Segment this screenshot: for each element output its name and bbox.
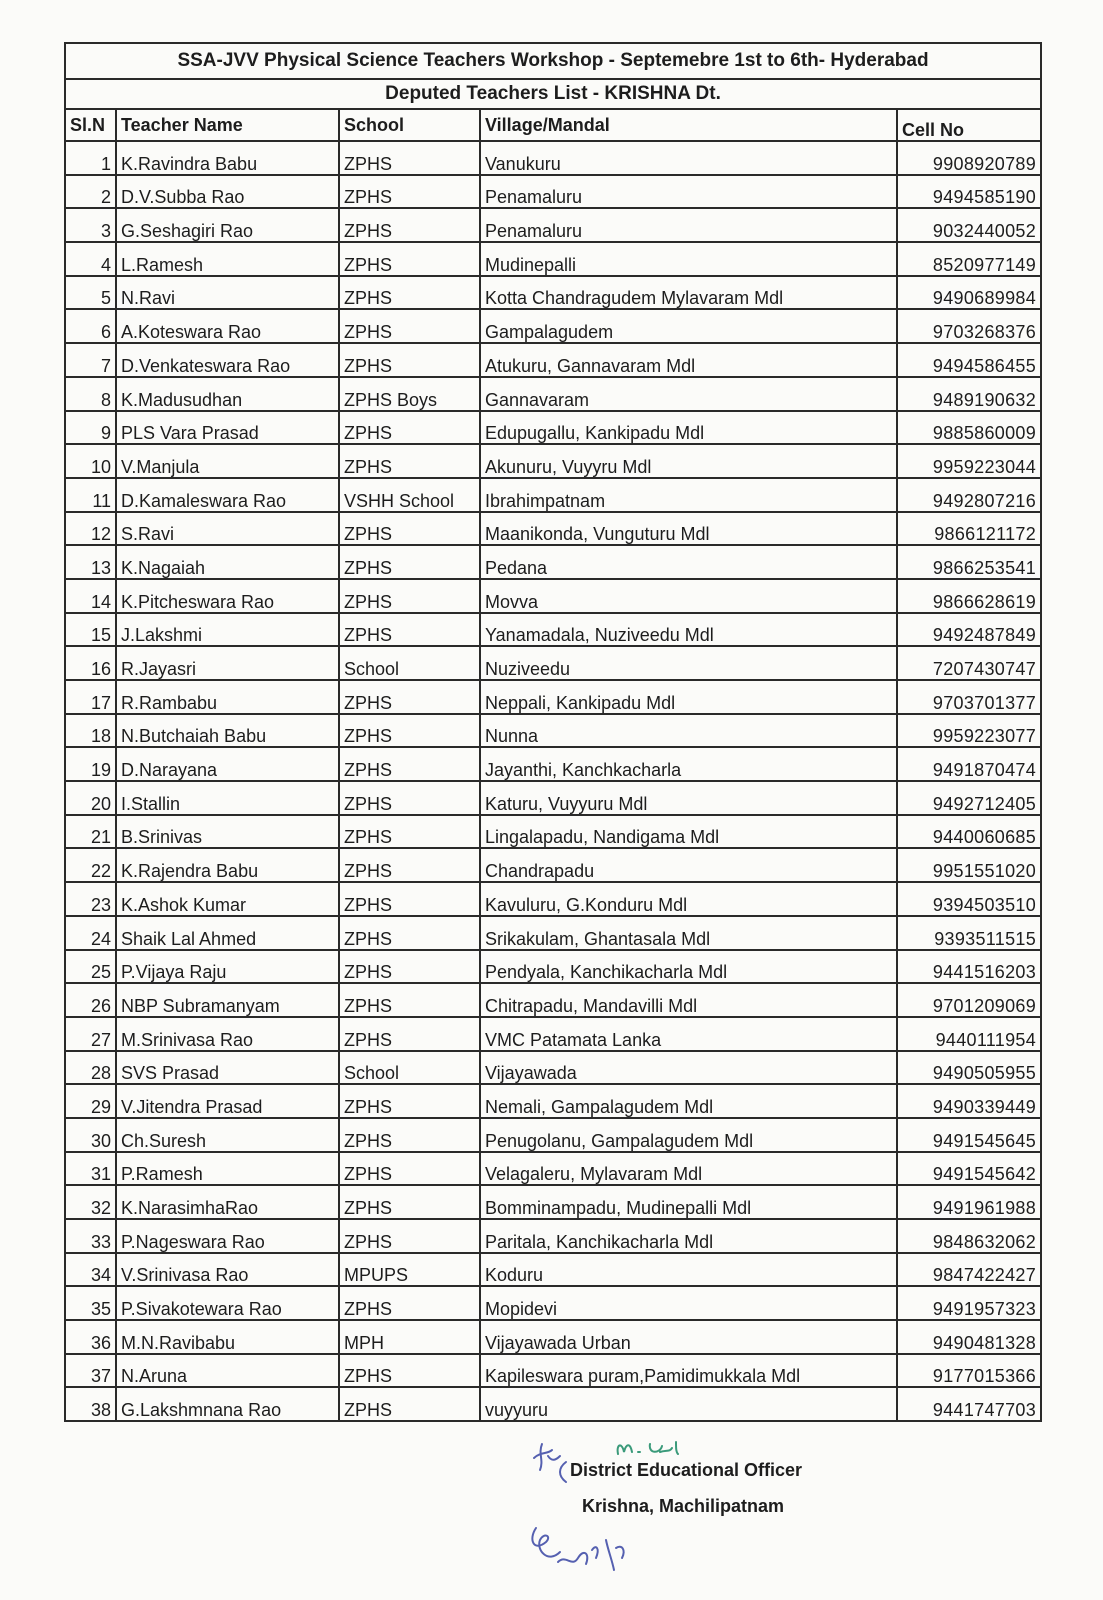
cell-teacher-name: NBP Subramanyam [116, 983, 339, 1017]
signatory-place: Krishna, Machilipatnam [582, 1496, 785, 1516]
cell-sl: 27 [65, 1017, 116, 1051]
cell-village-mandal: Kapileswara puram,Pamidimukkala Mdl [480, 1354, 897, 1388]
cell-teacher-name: D.Kamaleswara Rao [116, 478, 339, 512]
cell-village-mandal: Nunna [480, 714, 897, 748]
cell-phone-number: 9494586455 [897, 343, 1041, 377]
table-row [65, 1253, 1041, 1287]
cell-sl: 23 [65, 882, 116, 916]
cell-sl: 30 [65, 1118, 116, 1152]
table-row [65, 848, 1041, 882]
cell-teacher-name: R.Jayasri [116, 646, 339, 680]
cell-teacher-name: N.Butchaiah Babu [116, 714, 339, 748]
cell-village-mandal: Maanikonda, Vunguturu Mdl [480, 512, 897, 546]
cell-phone-number: 8520977149 [897, 242, 1041, 276]
cell-sl: 15 [65, 613, 116, 647]
cell-sl: 16 [65, 646, 116, 680]
cell-phone-number: 9908920789 [897, 141, 1041, 175]
cell-school: School [339, 1051, 480, 1085]
cell-phone-number: 9490505955 [897, 1051, 1041, 1085]
table-row [65, 309, 1041, 343]
cell-school: ZPHS [339, 411, 480, 445]
cell-school: ZPHS [339, 343, 480, 377]
cell-school: ZPHS [339, 444, 480, 478]
cell-teacher-name: G.Lakshmnana Rao [116, 1387, 339, 1421]
table-row [65, 815, 1041, 849]
cell-phone-number: 9491545645 [897, 1118, 1041, 1152]
cell-school: ZPHS [339, 512, 480, 546]
cell-village-mandal: Chitrapadu, Mandavilli Mdl [480, 983, 897, 1017]
cell-village-mandal: Gannavaram [480, 377, 897, 411]
cell-phone-number: 9951551020 [897, 848, 1041, 882]
cell-sl: 13 [65, 545, 116, 579]
signatory-title: District Educational Officer [570, 1460, 803, 1480]
cell-village-mandal: Bomminampadu, Mudinepalli Mdl [480, 1185, 897, 1219]
cell-school: ZPHS [339, 208, 480, 242]
table-row [65, 950, 1041, 984]
cell-phone-number: 9866628619 [897, 579, 1041, 613]
cell-teacher-name: M.N.Ravibabu [116, 1320, 339, 1354]
cell-teacher-name: K.Rajendra Babu [116, 848, 339, 882]
cell-school: ZPHS [339, 1286, 480, 1320]
table-row [65, 377, 1041, 411]
table-row [65, 242, 1041, 276]
title-row [65, 43, 1041, 79]
cell-school: ZPHS [339, 309, 480, 343]
table-row [65, 1152, 1041, 1186]
cell-phone-number: 9492807216 [897, 478, 1041, 512]
cell-school: School [339, 646, 480, 680]
cell-phone-number: 9490339449 [897, 1084, 1041, 1118]
cell-village-mandal: Akunuru, Vuyyru Mdl [480, 444, 897, 478]
cell-sl: 29 [65, 1084, 116, 1118]
cell-village-mandal: Yanamadala, Nuziveedu Mdl [480, 613, 897, 647]
cell-sl: 26 [65, 983, 116, 1017]
document-subtitle: Deputed Teachers List - KRISHNA Dt. [65, 79, 1041, 109]
table-row [65, 343, 1041, 377]
cell-sl: 6 [65, 309, 116, 343]
cell-sl: 19 [65, 747, 116, 781]
table-row [65, 613, 1041, 647]
cell-sl: 4 [65, 242, 116, 276]
cell-village-mandal: VMC Patamata Lanka [480, 1017, 897, 1051]
cell-school: ZPHS Boys [339, 377, 480, 411]
cell-sl: 10 [65, 444, 116, 478]
cell-teacher-name: P.Ramesh [116, 1152, 339, 1186]
cell-school: ZPHS [339, 545, 480, 579]
cell-village-mandal: Kavuluru, G.Konduru Mdl [480, 882, 897, 916]
cell-village-mandal: Ibrahimpatnam [480, 478, 897, 512]
cell-village-mandal: Chandrapadu [480, 848, 897, 882]
cell-phone-number: 9885860009 [897, 411, 1041, 445]
cell-sl: 31 [65, 1152, 116, 1186]
cell-school: ZPHS [339, 882, 480, 916]
table-row [65, 276, 1041, 310]
cell-phone-number: 9701209069 [897, 983, 1041, 1017]
cell-sl: 5 [65, 276, 116, 310]
cell-school: ZPHS [339, 1118, 480, 1152]
cell-village-mandal: Velagaleru, Mylavaram Mdl [480, 1152, 897, 1186]
header-school: School [339, 109, 480, 141]
cell-sl: 1 [65, 141, 116, 175]
cell-phone-number: 9492712405 [897, 781, 1041, 815]
cell-teacher-name: N.Ravi [116, 276, 339, 310]
cell-school: ZPHS [339, 613, 480, 647]
cell-phone-number: 9703268376 [897, 309, 1041, 343]
cell-school: ZPHS [339, 1017, 480, 1051]
table-row [65, 1320, 1041, 1354]
cell-phone-number: 9866121172 [897, 512, 1041, 546]
cell-village-mandal: Pedana [480, 545, 897, 579]
cell-school: ZPHS [339, 1084, 480, 1118]
cell-sl: 20 [65, 781, 116, 815]
table-row [65, 1286, 1041, 1320]
cell-phone-number: 9491957323 [897, 1286, 1041, 1320]
header-teacher-name: Teacher Name [116, 109, 339, 141]
cell-teacher-name: SVS Prasad [116, 1051, 339, 1085]
cell-teacher-name: Ch.Suresh [116, 1118, 339, 1152]
cell-village-mandal: Mudinepalli [480, 242, 897, 276]
cell-school: ZPHS [339, 983, 480, 1017]
cell-teacher-name: B.Srinivas [116, 815, 339, 849]
table-row [65, 781, 1041, 815]
cell-school: ZPHS [339, 1185, 480, 1219]
cell-phone-number: 9848632062 [897, 1219, 1041, 1253]
cell-school: MPUPS [339, 1253, 480, 1287]
cell-sl: 34 [65, 1253, 116, 1287]
cell-teacher-name: I.Stallin [116, 781, 339, 815]
table-row [65, 1118, 1041, 1152]
cell-phone-number: 9959223044 [897, 444, 1041, 478]
cell-village-mandal: Kotta Chandragudem Mylavaram Mdl [480, 276, 897, 310]
cell-school: ZPHS [339, 714, 480, 748]
cell-phone-number: 9703701377 [897, 680, 1041, 714]
cell-sl: 32 [65, 1185, 116, 1219]
table-row [65, 208, 1041, 242]
cell-phone-number: 9491870474 [897, 747, 1041, 781]
cell-phone-number: 9490481328 [897, 1320, 1041, 1354]
cell-school: ZPHS [339, 1387, 480, 1421]
cell-teacher-name: L.Ramesh [116, 242, 339, 276]
cell-sl: 21 [65, 815, 116, 849]
cell-phone-number: 9441516203 [897, 950, 1041, 984]
cell-school: ZPHS [339, 916, 480, 950]
cell-village-mandal: Srikakulam, Ghantasala Mdl [480, 916, 897, 950]
cell-teacher-name: G.Seshagiri Rao [116, 208, 339, 242]
table-row [65, 478, 1041, 512]
cell-village-mandal: Atukuru, Gannavaram Mdl [480, 343, 897, 377]
header-sl: Sl.N [65, 109, 116, 141]
cell-sl: 9 [65, 411, 116, 445]
cell-phone-number: 9866253541 [897, 545, 1041, 579]
cell-teacher-name: D.V.Subba Rao [116, 175, 339, 209]
cell-village-mandal: Edupugallu, Kankipadu Mdl [480, 411, 897, 445]
cell-teacher-name: N.Aruna [116, 1354, 339, 1388]
cell-school: ZPHS [339, 781, 480, 815]
cell-sl: 2 [65, 175, 116, 209]
cell-village-mandal: Penamaluru [480, 208, 897, 242]
table-row [65, 141, 1041, 175]
cell-village-mandal: Nemali, Gampalagudem Mdl [480, 1084, 897, 1118]
cell-teacher-name: P.Vijaya Raju [116, 950, 339, 984]
cell-school: VSHH School [339, 478, 480, 512]
cell-school: ZPHS [339, 848, 480, 882]
table-row [65, 646, 1041, 680]
cell-sl: 8 [65, 377, 116, 411]
cell-village-mandal: Pendyala, Kanchikacharla Mdl [480, 950, 897, 984]
cell-sl: 22 [65, 848, 116, 882]
cell-teacher-name: K.Ashok Kumar [116, 882, 339, 916]
cell-village-mandal: Neppali, Kankipadu Mdl [480, 680, 897, 714]
cell-sl: 14 [65, 579, 116, 613]
cell-teacher-name: P.Sivakotewara Rao [116, 1286, 339, 1320]
cell-school: ZPHS [339, 1152, 480, 1186]
cell-sl: 24 [65, 916, 116, 950]
cell-village-mandal: Penamaluru [480, 175, 897, 209]
table-row [65, 1219, 1041, 1253]
cell-teacher-name: K.Pitcheswara Rao [116, 579, 339, 613]
table-row [65, 983, 1041, 1017]
cell-teacher-name: K.NarasimhaRao [116, 1185, 339, 1219]
cell-teacher-name: V.Srinivasa Rao [116, 1253, 339, 1287]
cell-village-mandal: Movva [480, 579, 897, 613]
cell-sl: 18 [65, 714, 116, 748]
table-row [65, 545, 1041, 579]
cell-sl: 17 [65, 680, 116, 714]
table-row [65, 175, 1041, 209]
document-title: SSA-JVV Physical Science Teachers Workshop - Septemebre 1st to 6th- Hyderabad [65, 43, 1041, 79]
table-row [65, 444, 1041, 478]
table-row [65, 1017, 1041, 1051]
cell-phone-number: 9440060685 [897, 815, 1041, 849]
cell-sl: 33 [65, 1219, 116, 1253]
cell-phone-number: 9440111954 [897, 1017, 1041, 1051]
cell-school: MPH [339, 1320, 480, 1354]
cell-phone-number: 9847422427 [897, 1253, 1041, 1287]
cell-school: ZPHS [339, 950, 480, 984]
cell-phone-number: 9492487849 [897, 613, 1041, 647]
cell-teacher-name: R.Rambabu [116, 680, 339, 714]
cell-school: ZPHS [339, 815, 480, 849]
cell-phone-number: 9490689984 [897, 276, 1041, 310]
cell-sl: 28 [65, 1051, 116, 1085]
cell-village-mandal: vuyyuru [480, 1387, 897, 1421]
cell-phone-number: 9491545642 [897, 1152, 1041, 1186]
table-row [65, 882, 1041, 916]
cell-school: ZPHS [339, 579, 480, 613]
table-row [65, 512, 1041, 546]
signature-block [530, 1440, 890, 1590]
table-header-row [65, 109, 1041, 141]
cell-phone-number: 9959223077 [897, 714, 1041, 748]
table-row [65, 411, 1041, 445]
cell-school: ZPHS [339, 1354, 480, 1388]
cell-sl: 11 [65, 478, 116, 512]
cell-phone-number: 9394503510 [897, 882, 1041, 916]
cell-teacher-name: P.Nageswara Rao [116, 1219, 339, 1253]
cell-teacher-name: V.Jitendra Prasad [116, 1084, 339, 1118]
cell-village-mandal: Vijayawada Urban [480, 1320, 897, 1354]
cell-teacher-name: A.Koteswara Rao [116, 309, 339, 343]
table-row [65, 1084, 1041, 1118]
cell-sl: 3 [65, 208, 116, 242]
table-row [65, 916, 1041, 950]
cell-teacher-name: D.Venkateswara Rao [116, 343, 339, 377]
cell-school: ZPHS [339, 747, 480, 781]
cell-teacher-name: M.Srinivasa Rao [116, 1017, 339, 1051]
cell-teacher-name: J.Lakshmi [116, 613, 339, 647]
cell-phone-number: 9393511515 [897, 916, 1041, 950]
cell-school: ZPHS [339, 175, 480, 209]
cell-sl: 36 [65, 1320, 116, 1354]
cell-school: ZPHS [339, 141, 480, 175]
cell-village-mandal: Lingalapadu, Nandigama Mdl [480, 815, 897, 849]
subtitle-row [65, 79, 1041, 109]
cell-village-mandal: Gampalagudem [480, 309, 897, 343]
cell-phone-number: 9494585190 [897, 175, 1041, 209]
cell-phone-number: 9177015366 [897, 1354, 1041, 1388]
cell-teacher-name: D.Narayana [116, 747, 339, 781]
cell-village-mandal: Vijayawada [480, 1051, 897, 1085]
cell-sl: 12 [65, 512, 116, 546]
cell-sl: 38 [65, 1387, 116, 1421]
table-row [65, 1387, 1041, 1421]
cell-school: ZPHS [339, 276, 480, 310]
cell-village-mandal: Penugolanu, Gampalagudem Mdl [480, 1118, 897, 1152]
table-row [65, 747, 1041, 781]
cell-sl: 25 [65, 950, 116, 984]
table-row [65, 680, 1041, 714]
header-cell-no: Cell No [897, 109, 1041, 141]
table-row [65, 1051, 1041, 1085]
cell-village-mandal: Vanukuru [480, 141, 897, 175]
cell-phone-number: 9441747703 [897, 1387, 1041, 1421]
header-village-mandal: Village/Mandal [480, 109, 897, 141]
cell-teacher-name: S.Ravi [116, 512, 339, 546]
cell-phone-number: 9032440052 [897, 208, 1041, 242]
cell-teacher-name: V.Manjula [116, 444, 339, 478]
cell-phone-number: 9489190632 [897, 377, 1041, 411]
cell-sl: 35 [65, 1286, 116, 1320]
table-row [65, 1354, 1041, 1388]
cell-sl: 7 [65, 343, 116, 377]
table-row [65, 1185, 1041, 1219]
cell-phone-number: 7207430747 [897, 646, 1041, 680]
cell-teacher-name: K.Madusudhan [116, 377, 339, 411]
cell-village-mandal: Katuru, Vuyyuru Mdl [480, 781, 897, 815]
cell-village-mandal: Nuziveedu [480, 646, 897, 680]
cell-school: ZPHS [339, 242, 480, 276]
cell-village-mandal: Mopidevi [480, 1286, 897, 1320]
cell-teacher-name: Shaik Lal Ahmed [116, 916, 339, 950]
cell-school: ZPHS [339, 680, 480, 714]
cell-phone-number: 9491961988 [897, 1185, 1041, 1219]
cell-sl: 37 [65, 1354, 116, 1388]
cell-village-mandal: Koduru [480, 1253, 897, 1287]
cell-village-mandal: Jayanthi, Kanchkacharla [480, 747, 897, 781]
cell-teacher-name: K.Ravindra Babu [116, 141, 339, 175]
table-row [65, 579, 1041, 613]
cell-village-mandal: Paritala, Kanchikacharla Mdl [480, 1219, 897, 1253]
table-row [65, 714, 1041, 748]
cell-teacher-name: PLS Vara Prasad [116, 411, 339, 445]
cell-school: ZPHS [339, 1219, 480, 1253]
cell-teacher-name: K.Nagaiah [116, 545, 339, 579]
deputed-teachers-table [64, 42, 1042, 1422]
